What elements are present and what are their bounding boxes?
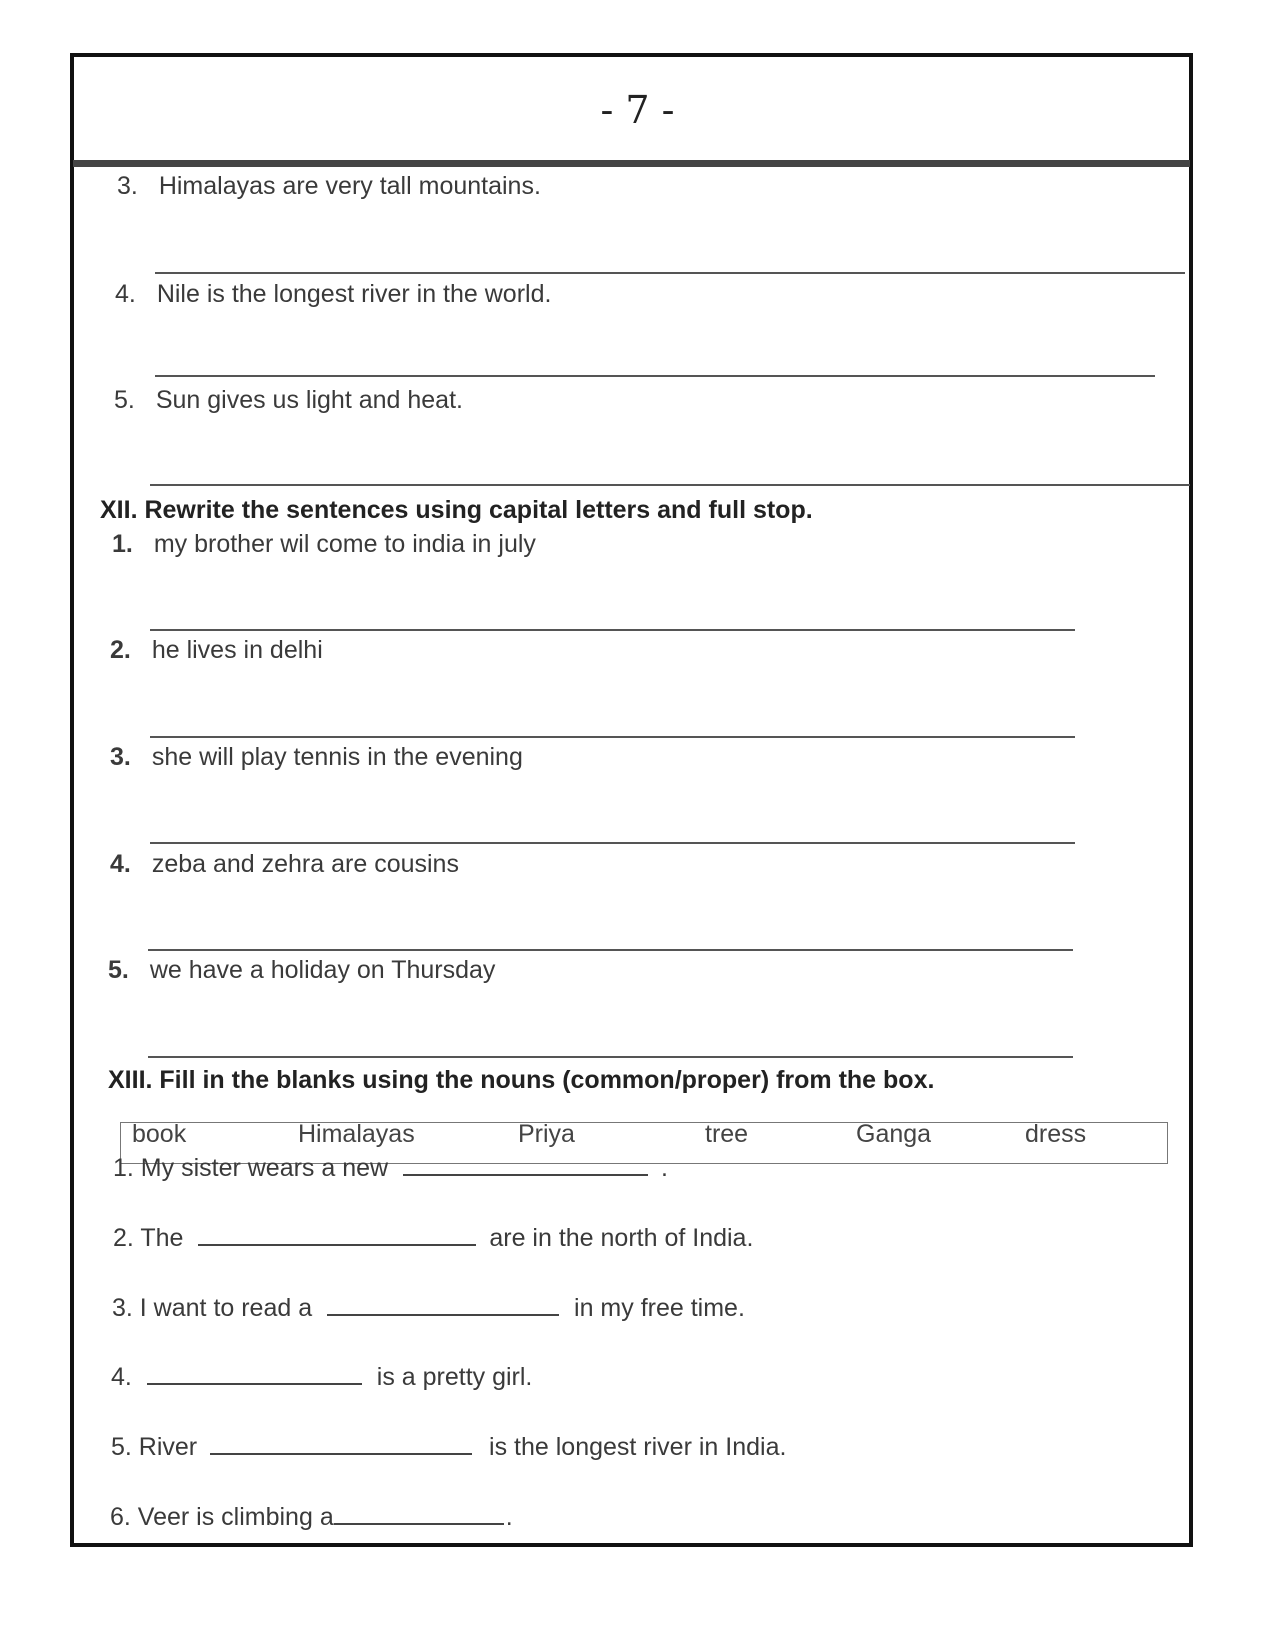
question-item: 5. we have a holiday on Thursday (108, 956, 496, 984)
question-item: 3. she will play tennis in the evening (110, 743, 523, 771)
answer-line[interactable] (150, 484, 1190, 486)
answer-line[interactable] (148, 949, 1073, 951)
answer-line[interactable] (155, 375, 1155, 377)
answer-line[interactable] (155, 272, 1185, 274)
word-box-item: Himalayas (298, 1120, 415, 1148)
word-box-item: tree (705, 1120, 749, 1148)
word-box-item: book (132, 1120, 187, 1148)
fill-blank-item: 2. The are in the north of India. (113, 1218, 753, 1253)
blank-field[interactable] (210, 1427, 472, 1455)
answer-line[interactable] (150, 842, 1075, 844)
question-item: 5. Sun gives us light and heat. (114, 386, 463, 414)
page-number: - 7 - (600, 88, 675, 132)
blank-field[interactable] (327, 1288, 559, 1316)
section-xiii-heading: XIII. Fill in the blanks using the nouns (common/proper) from the box. (108, 1066, 935, 1094)
fill-blank-item: 1. My sister wears a new . (113, 1148, 668, 1183)
fill-blank-item: 6. Veer is climbing a . (110, 1497, 513, 1532)
question-item: 4. Nile is the longest river in the world. (115, 280, 552, 308)
word-box-item: Ganga (856, 1120, 932, 1148)
answer-line[interactable] (150, 629, 1075, 631)
blank-field[interactable] (403, 1148, 648, 1176)
blank-field[interactable] (147, 1357, 362, 1385)
word-box-item: dress (1025, 1120, 1087, 1148)
blank-field[interactable] (334, 1497, 504, 1525)
answer-line[interactable] (148, 1056, 1073, 1058)
word-box-item: Priya (518, 1120, 575, 1148)
fill-blank-item: 3. I want to read a in my free time. (112, 1288, 745, 1323)
question-item: 4. zeba and zehra are cousins (110, 850, 459, 878)
question-item: 2. he lives in delhi (110, 636, 323, 664)
fill-blank-item: 5. River is the longest river in India. (111, 1427, 786, 1462)
blank-field[interactable] (198, 1218, 476, 1246)
answer-line[interactable] (150, 736, 1075, 738)
question-item: 1. my brother wil come to india in july (112, 530, 536, 558)
question-item: 3. Himalayas are very tall mountains. (117, 172, 541, 200)
header-divider (73, 160, 1190, 167)
fill-blank-item: 4. is a pretty girl. (111, 1357, 532, 1392)
section-xii-heading: XII. Rewrite the sentences using capital letters and full stop. (100, 496, 813, 524)
